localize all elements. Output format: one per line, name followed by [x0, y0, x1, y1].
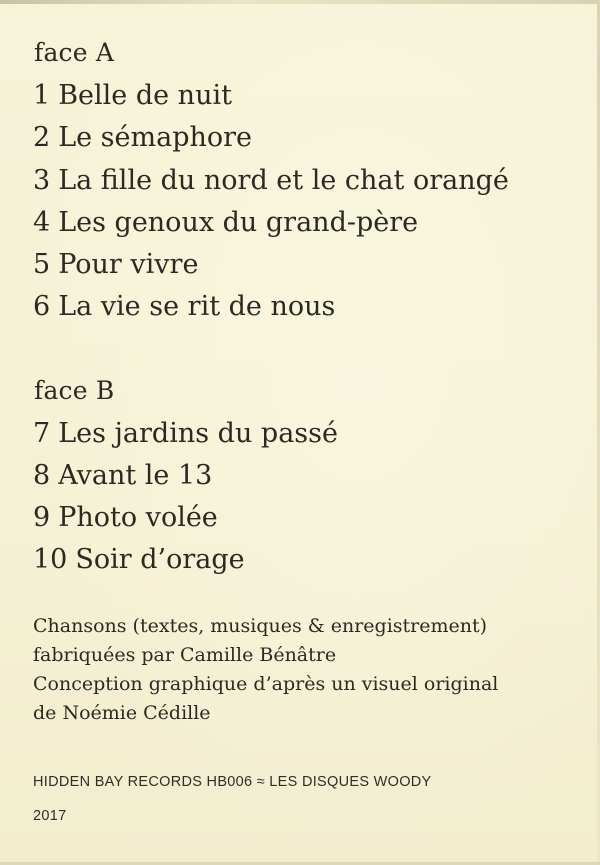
- side-a-heading: face A: [34, 38, 115, 67]
- track-title: Les jardins du passé: [58, 418, 338, 449]
- track-title: Pour vivre: [58, 249, 199, 280]
- credits-line: fabriquées par Camille Bénâtre: [33, 644, 337, 666]
- track-title: Photo volée: [58, 502, 218, 533]
- track-title: La fille du nord et le chat orangé: [58, 165, 509, 196]
- release-year: 2017: [33, 808, 67, 824]
- credits-line: de Noémie Cédille: [33, 702, 211, 724]
- track-item: [33, 504, 218, 531]
- label-catalog: HIDDEN BAY RECORDS HB006 ≈ LES DISQUES WOODY: [33, 774, 432, 790]
- track-title: Le sémaphore: [58, 122, 253, 153]
- track-number: 9: [33, 502, 51, 533]
- track-number: 3: [33, 165, 51, 196]
- track-title: Avant le 13: [58, 460, 213, 491]
- track-title: Belle de nuit: [58, 80, 232, 111]
- track-item: [33, 293, 335, 320]
- track-title: Les genoux du grand-père: [58, 207, 419, 238]
- track-number: 5: [33, 249, 51, 280]
- track-number: 7: [33, 418, 51, 449]
- track-number: 2: [33, 122, 51, 153]
- track-item: [33, 209, 418, 236]
- track-number: 4: [33, 207, 51, 238]
- track-number: 10: [33, 544, 68, 575]
- track-item: [33, 167, 509, 194]
- credits-line: Conception graphique d’après un visuel original: [33, 673, 499, 695]
- track-item: [33, 462, 212, 489]
- track-item: [33, 124, 252, 151]
- credits-line: Chansons (textes, musiques & enregistrement): [33, 615, 488, 637]
- track-title: Soir d’orage: [75, 544, 245, 575]
- track-item: [33, 82, 232, 109]
- track-item: [33, 546, 245, 573]
- track-number: 1: [33, 80, 51, 111]
- track-number: 8: [33, 460, 51, 491]
- track-item: [33, 420, 338, 447]
- track-item: [33, 251, 198, 278]
- track-number: 6: [33, 291, 51, 322]
- side-b-heading: face B: [34, 376, 115, 405]
- card-top-edge: [0, 0, 600, 4]
- track-title: La vie se rit de nous: [58, 291, 336, 322]
- credits-block: [33, 612, 498, 728]
